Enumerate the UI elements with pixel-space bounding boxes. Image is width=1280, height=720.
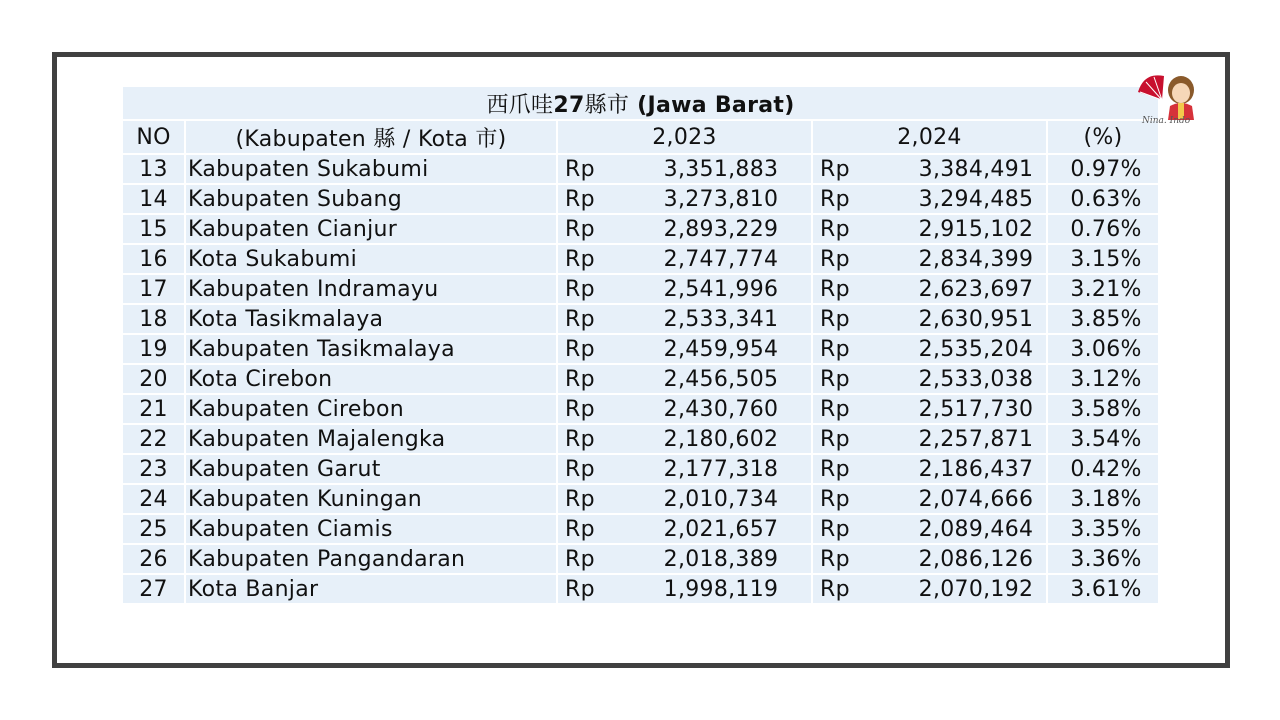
currency-label: Rp xyxy=(820,456,850,482)
currency-label: Rp xyxy=(820,486,850,512)
value-2024 xyxy=(812,304,1047,334)
wage-2024: 2,257,871 xyxy=(918,426,1034,452)
currency-label: Rp xyxy=(565,216,595,242)
currency-label: Rp xyxy=(565,576,595,602)
wage-2024: 2,834,399 xyxy=(918,246,1034,272)
region-name: Kabupaten Pangandaran xyxy=(185,544,557,574)
value-2023 xyxy=(557,244,812,274)
growth-pct: 3.18% xyxy=(1047,484,1159,514)
wage-2023: 2,177,318 xyxy=(663,456,779,482)
value-2024 xyxy=(812,484,1047,514)
currency-label: Rp xyxy=(820,246,850,272)
currency-label: Rp xyxy=(820,216,850,242)
currency-label: Rp xyxy=(820,336,850,362)
wage-2024: 2,074,666 xyxy=(918,486,1034,512)
row-number: 17 xyxy=(122,274,185,304)
currency-label: Rp xyxy=(820,546,850,572)
currency-label: Rp xyxy=(565,486,595,512)
wage-2023: 3,273,810 xyxy=(663,186,779,212)
wage-2023: 2,010,734 xyxy=(663,486,779,512)
wage-2023: 2,430,760 xyxy=(663,396,779,422)
row-number: 23 xyxy=(122,454,185,484)
region-name: Kota Sukabumi xyxy=(185,244,557,274)
region-name: Kota Tasikmalaya xyxy=(185,304,557,334)
table-row xyxy=(122,574,1159,604)
wage-2024: 2,089,464 xyxy=(918,516,1034,542)
row-number: 26 xyxy=(122,544,185,574)
watermark-text: Nina. Indo xyxy=(1142,116,1191,126)
currency-label: Rp xyxy=(820,516,850,542)
wage-2024: 2,630,951 xyxy=(918,306,1034,332)
growth-pct: 3.15% xyxy=(1047,244,1159,274)
value-2024 xyxy=(812,394,1047,424)
wage-2023: 2,456,505 xyxy=(663,366,779,392)
currency-label: Rp xyxy=(820,426,850,452)
region-name: Kabupaten Garut xyxy=(185,454,557,484)
row-number: 27 xyxy=(122,574,185,604)
wage-2024: 2,086,126 xyxy=(918,546,1034,572)
region-name: Kabupaten Cirebon xyxy=(185,394,557,424)
wage-2023: 2,021,657 xyxy=(663,516,779,542)
currency-label: Rp xyxy=(820,306,850,332)
table-row xyxy=(122,454,1159,484)
header-2023: 2,023 xyxy=(557,120,812,154)
wage-2023: 2,180,602 xyxy=(663,426,779,452)
growth-pct: 0.42% xyxy=(1047,454,1159,484)
value-2024 xyxy=(812,244,1047,274)
table-row xyxy=(122,154,1159,184)
growth-pct: 3.35% xyxy=(1047,514,1159,544)
currency-label: Rp xyxy=(565,516,595,542)
region-name: Kabupaten Tasikmalaya xyxy=(185,334,557,364)
wage-2023: 2,541,996 xyxy=(663,276,779,302)
currency-label: Rp xyxy=(565,306,595,332)
growth-pct: 3.12% xyxy=(1047,364,1159,394)
currency-label: Rp xyxy=(565,156,595,182)
currency-label: Rp xyxy=(565,186,595,212)
currency-label: Rp xyxy=(565,456,595,482)
growth-pct: 3.21% xyxy=(1047,274,1159,304)
value-2024 xyxy=(812,184,1047,214)
region-name: Kabupaten Cianjur xyxy=(185,214,557,244)
currency-label: Rp xyxy=(820,276,850,302)
value-2023 xyxy=(557,304,812,334)
header-no: NO xyxy=(122,120,185,154)
table-row xyxy=(122,394,1159,424)
value-2024 xyxy=(812,214,1047,244)
wage-2024: 2,533,038 xyxy=(918,366,1034,392)
value-2024 xyxy=(812,154,1047,184)
growth-pct: 3.61% xyxy=(1047,574,1159,604)
wage-2024: 3,384,491 xyxy=(918,156,1034,182)
value-2024 xyxy=(812,544,1047,574)
growth-pct: 0.63% xyxy=(1047,184,1159,214)
region-name: Kota Cirebon xyxy=(185,364,557,394)
value-2023 xyxy=(557,544,812,574)
header-row xyxy=(122,120,1159,154)
currency-label: Rp xyxy=(820,156,850,182)
header-2024: 2,024 xyxy=(812,120,1047,154)
row-number: 24 xyxy=(122,484,185,514)
value-2023 xyxy=(557,184,812,214)
row-number: 21 xyxy=(122,394,185,424)
table-row xyxy=(122,514,1159,544)
wage-table xyxy=(121,85,1160,605)
table-row xyxy=(122,184,1159,214)
value-2023 xyxy=(557,394,812,424)
table-row xyxy=(122,424,1159,454)
value-2024 xyxy=(812,364,1047,394)
region-name: Kabupaten Ciamis xyxy=(185,514,557,544)
growth-pct: 3.85% xyxy=(1047,304,1159,334)
value-2024 xyxy=(812,574,1047,604)
currency-label: Rp xyxy=(820,396,850,422)
wage-2023: 3,351,883 xyxy=(663,156,779,182)
region-name: Kota Banjar xyxy=(185,574,557,604)
wage-2023: 2,459,954 xyxy=(663,336,779,362)
row-number: 13 xyxy=(122,154,185,184)
table-row xyxy=(122,484,1159,514)
value-2023 xyxy=(557,484,812,514)
growth-pct: 3.36% xyxy=(1047,544,1159,574)
value-2023 xyxy=(557,514,812,544)
wage-2023: 2,893,229 xyxy=(663,216,779,242)
currency-label: Rp xyxy=(820,366,850,392)
row-number: 25 xyxy=(122,514,185,544)
wage-2024: 2,915,102 xyxy=(918,216,1034,242)
row-number: 20 xyxy=(122,364,185,394)
growth-pct: 3.58% xyxy=(1047,394,1159,424)
value-2023 xyxy=(557,334,812,364)
region-name: Kabupaten Kuningan xyxy=(185,484,557,514)
value-2024 xyxy=(812,274,1047,304)
currency-label: Rp xyxy=(820,576,850,602)
header-pct: (%) xyxy=(1047,120,1159,154)
table-row xyxy=(122,334,1159,364)
region-name: Kabupaten Sukabumi xyxy=(185,154,557,184)
table-row xyxy=(122,244,1159,274)
wage-2024: 2,517,730 xyxy=(918,396,1034,422)
row-number: 14 xyxy=(122,184,185,214)
value-2023 xyxy=(557,424,812,454)
wage-2024: 3,294,485 xyxy=(918,186,1034,212)
currency-label: Rp xyxy=(565,366,595,392)
currency-label: Rp xyxy=(565,336,595,362)
value-2024 xyxy=(812,514,1047,544)
region-name: Kabupaten Subang xyxy=(185,184,557,214)
currency-label: Rp xyxy=(565,246,595,272)
value-2024 xyxy=(812,334,1047,364)
currency-label: Rp xyxy=(565,396,595,422)
value-2023 xyxy=(557,154,812,184)
table-row xyxy=(122,304,1159,334)
growth-pct: 3.06% xyxy=(1047,334,1159,364)
growth-pct: 0.97% xyxy=(1047,154,1159,184)
table-row xyxy=(122,274,1159,304)
region-name: Kabupaten Indramayu xyxy=(185,274,557,304)
wage-2023: 2,533,341 xyxy=(663,306,779,332)
currency-label: Rp xyxy=(565,426,595,452)
table-row xyxy=(122,544,1159,574)
wage-2024: 2,186,437 xyxy=(918,456,1034,482)
wage-2024: 2,070,192 xyxy=(918,576,1034,602)
currency-label: Rp xyxy=(565,546,595,572)
value-2023 xyxy=(557,274,812,304)
row-number: 22 xyxy=(122,424,185,454)
row-number: 15 xyxy=(122,214,185,244)
currency-label: Rp xyxy=(565,276,595,302)
currency-label: Rp xyxy=(820,186,850,212)
wage-2023: 2,018,389 xyxy=(663,546,779,572)
header-name: (Kabupaten 縣 / Kota 市) xyxy=(185,120,557,154)
row-number: 18 xyxy=(122,304,185,334)
row-number: 16 xyxy=(122,244,185,274)
row-number: 19 xyxy=(122,334,185,364)
growth-pct: 3.54% xyxy=(1047,424,1159,454)
region-name: Kabupaten Majalengka xyxy=(185,424,557,454)
wage-2023: 1,998,119 xyxy=(663,576,779,602)
table-title: 西爪哇27縣市 (Jawa Barat) xyxy=(122,86,1159,120)
wage-2024: 2,535,204 xyxy=(918,336,1034,362)
value-2024 xyxy=(812,454,1047,484)
value-2023 xyxy=(557,574,812,604)
wage-2024: 2,623,697 xyxy=(918,276,1034,302)
value-2024 xyxy=(812,424,1047,454)
value-2023 xyxy=(557,454,812,484)
table-title-row xyxy=(122,86,1159,120)
growth-pct: 0.76% xyxy=(1047,214,1159,244)
table-row xyxy=(122,364,1159,394)
table-row xyxy=(122,214,1159,244)
wage-2023: 2,747,774 xyxy=(663,246,779,272)
value-2023 xyxy=(557,214,812,244)
value-2023 xyxy=(557,364,812,394)
